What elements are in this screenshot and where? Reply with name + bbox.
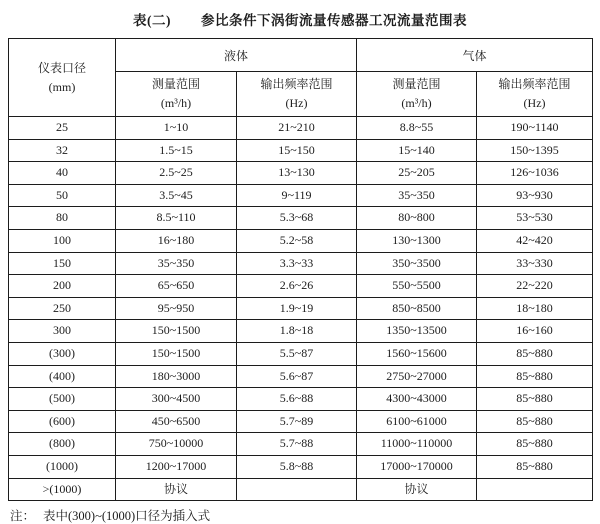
- table-row: [9, 342, 593, 365]
- table-cell: 190~1140: [477, 117, 593, 140]
- table-cell: 协议: [357, 478, 477, 501]
- table-row: [9, 139, 593, 162]
- table-cell: 93~930: [477, 184, 593, 207]
- table-title: [8, 9, 592, 29]
- table-cell: 42~420: [477, 229, 593, 252]
- table-cell: 21~210: [237, 117, 357, 140]
- table-cell: 180~3000: [116, 365, 237, 388]
- table-cell: 1200~17000: [116, 455, 237, 478]
- table-cell: 8.8~55: [357, 117, 477, 140]
- header-liquid-measure-unit: (m³/h): [160, 96, 192, 110]
- table-cell: 35~350: [116, 252, 237, 275]
- table-cell: 3.3~33: [237, 252, 357, 275]
- table-cell: 16~160: [477, 320, 593, 343]
- header-liquid-frequency-unit: (Hz): [285, 96, 308, 110]
- table-cell: (1000): [9, 455, 116, 478]
- footnote-label: 注：: [10, 509, 36, 524]
- table-cell: 6100~61000: [357, 410, 477, 433]
- table-cell: 1350~13500: [357, 320, 477, 343]
- table-cell: 17000~170000: [357, 455, 477, 478]
- table-cell: [237, 478, 357, 501]
- header-liquid-measure-label: 测量范围: [151, 77, 200, 92]
- table-cell: 15~140: [357, 139, 477, 162]
- table-cell: 850~8500: [357, 297, 477, 320]
- table-cell: 2.5~25: [116, 162, 237, 185]
- table-cell: 13~130: [237, 162, 357, 185]
- table-cell: 80: [9, 207, 116, 230]
- table-row: [9, 320, 593, 343]
- table-cell: 200: [9, 275, 116, 298]
- table-cell: [477, 478, 593, 501]
- table-cell: 85~880: [477, 342, 593, 365]
- table-cell: 15~150: [237, 139, 357, 162]
- header-diameter-unit: (mm): [48, 79, 76, 94]
- table-cell: 5.8~88: [237, 455, 357, 478]
- table-cell: 85~880: [477, 433, 593, 456]
- table-row: [9, 117, 593, 140]
- table-cell: 126~1036: [477, 162, 593, 185]
- table-cell: 9~119: [237, 184, 357, 207]
- table-cell: 25: [9, 117, 116, 140]
- header-gas-frequency-unit: (Hz): [523, 96, 546, 110]
- table-cell: 85~880: [477, 455, 593, 478]
- table-cell: 85~880: [477, 365, 593, 388]
- table-cell: 16~180: [116, 229, 237, 252]
- table-cell: 5.6~88: [237, 388, 357, 411]
- table-cell: 1.9~19: [237, 297, 357, 320]
- footnote: [8, 506, 592, 524]
- table-cell: 35~350: [357, 184, 477, 207]
- header-liquid-measure: [116, 72, 237, 117]
- table-cell: 50: [9, 184, 116, 207]
- table-row: [9, 252, 593, 275]
- table-cell: 5.7~89: [237, 410, 357, 433]
- table-cell: 4300~43000: [357, 388, 477, 411]
- table-cell: 2750~27000: [357, 365, 477, 388]
- table-row: [9, 478, 593, 501]
- table-cell: (500): [9, 388, 116, 411]
- table-cell: 300~4500: [116, 388, 237, 411]
- table-cell: 450~6500: [116, 410, 237, 433]
- table-cell: 25~205: [357, 162, 477, 185]
- table-cell: 3.5~45: [116, 184, 237, 207]
- table-cell: 150~1395: [477, 139, 593, 162]
- table-number: 表(二): [133, 13, 171, 28]
- table-cell: 85~880: [477, 388, 593, 411]
- footnote-text: 表中(300)~(1000)口径为插入式: [43, 509, 211, 524]
- table-cell: 5.5~87: [237, 342, 357, 365]
- header-liquid-frequency: [237, 72, 357, 117]
- table-cell: 300: [9, 320, 116, 343]
- table-body: [9, 117, 593, 501]
- table-row: [9, 365, 593, 388]
- table-cell: 350~3500: [357, 252, 477, 275]
- table-title-text: 参比条件下涡街流量传感器工况流量范围表: [201, 13, 467, 28]
- table-cell: 53~530: [477, 207, 593, 230]
- table-cell: 1~10: [116, 117, 237, 140]
- table-cell: 1.5~15: [116, 139, 237, 162]
- table-cell: 22~220: [477, 275, 593, 298]
- table-cell: 550~5500: [357, 275, 477, 298]
- table-cell: 130~1300: [357, 229, 477, 252]
- table-cell: (300): [9, 342, 116, 365]
- table-cell: 150~1500: [116, 342, 237, 365]
- table-cell: 5.6~87: [237, 365, 357, 388]
- table-cell: 150~1500: [116, 320, 237, 343]
- table-cell: 协议: [116, 478, 237, 501]
- header-gas-measure-label: 测量范围: [392, 77, 441, 92]
- table-cell: 32: [9, 139, 116, 162]
- table-row: [9, 388, 593, 411]
- table-row: [9, 275, 593, 298]
- table-cell: 85~880: [477, 410, 593, 433]
- table-row: [9, 297, 593, 320]
- header-group-liquid: 液体: [116, 39, 357, 72]
- header-gas-measure: [357, 72, 477, 117]
- table-cell: 40: [9, 162, 116, 185]
- table-cell: 5.3~68: [237, 207, 357, 230]
- header-gas-frequency: [477, 72, 593, 117]
- header-diameter: [9, 39, 116, 117]
- table-row: [9, 207, 593, 230]
- table-row: [9, 184, 593, 207]
- header-gas-measure-unit: (m³/h): [401, 96, 432, 110]
- table-row: [9, 433, 593, 456]
- table-cell: (600): [9, 410, 116, 433]
- header-group-gas: 气体: [357, 39, 593, 72]
- table-cell: 1560~15600: [357, 342, 477, 365]
- table-cell: 11000~110000: [357, 433, 477, 456]
- table-cell: 2.6~26: [237, 275, 357, 298]
- table-cell: 65~650: [116, 275, 237, 298]
- header-group-row: [9, 39, 593, 72]
- table-cell: >(1000): [9, 478, 116, 501]
- table-cell: 33~330: [477, 252, 593, 275]
- table-cell: 150: [9, 252, 116, 275]
- table-row: [9, 410, 593, 433]
- table-row: [9, 162, 593, 185]
- table-cell: 8.5~110: [116, 207, 237, 230]
- table-cell: (800): [9, 433, 116, 456]
- table-cell: 18~180: [477, 297, 593, 320]
- table-cell: 750~10000: [116, 433, 237, 456]
- header-gas-frequency-label: 输出频率范围: [498, 77, 571, 92]
- table-cell: 80~800: [357, 207, 477, 230]
- table-cell: 5.2~58: [237, 229, 357, 252]
- flow-range-table: [8, 38, 593, 501]
- table-cell: (400): [9, 365, 116, 388]
- table-row: [9, 455, 593, 478]
- header-diameter-label: 仪表口径: [37, 60, 86, 75]
- table-header: [9, 39, 593, 117]
- table-cell: 250: [9, 297, 116, 320]
- table-cell: 95~950: [116, 297, 237, 320]
- table-cell: 100: [9, 229, 116, 252]
- table-cell: 1.8~18: [237, 320, 357, 343]
- table-row: [9, 229, 593, 252]
- header-liquid-frequency-label: 输出频率范围: [260, 77, 333, 92]
- table-cell: 5.7~88: [237, 433, 357, 456]
